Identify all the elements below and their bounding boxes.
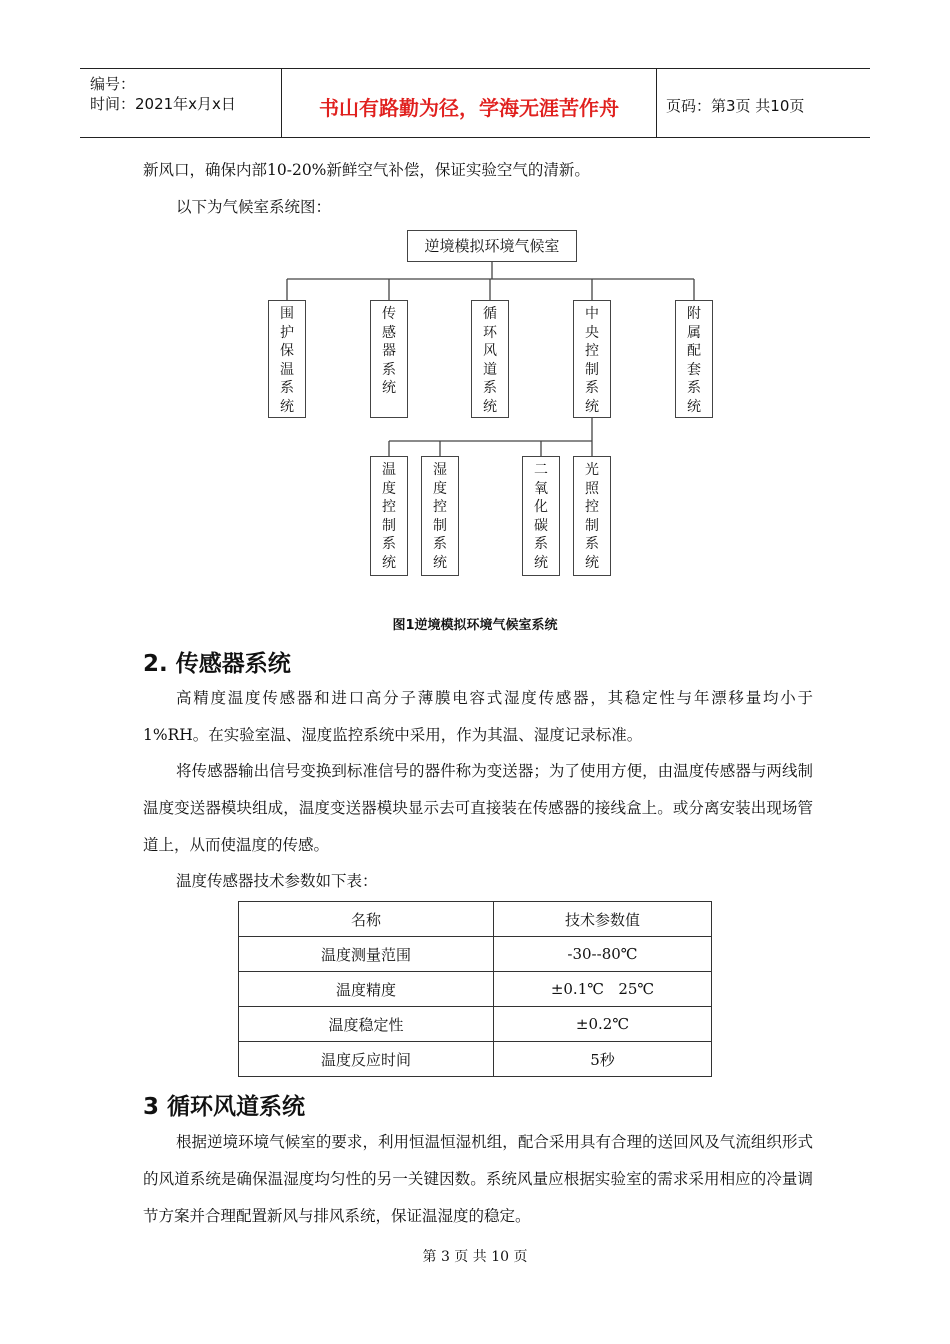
diagram-node-humidity-control: 湿度控制系统 bbox=[421, 456, 459, 576]
section-3-heading: 3 循环风道系统 bbox=[143, 1094, 306, 1120]
section-2-heading: 2. 传感器系统 bbox=[143, 651, 291, 677]
header-right-cell bbox=[656, 69, 870, 137]
header-page-number: 页码：第3页 共10页 bbox=[666, 97, 805, 115]
table-cell-name: 温度稳定性 bbox=[239, 1007, 494, 1042]
table-cell-name: 温度精度 bbox=[239, 972, 494, 1007]
diagram-node-co2: 二氧化碳系统 bbox=[522, 456, 560, 576]
diagram-node-envelope: 围护保温系统 bbox=[268, 300, 306, 418]
header-left-cell bbox=[80, 69, 281, 137]
table-row bbox=[239, 1007, 712, 1042]
section-2-paragraph-2: 将传感器输出信号变换到标准信号的器件称为变送器；为了使用方便，由温度传感器与两线制温度变送器模块组成，温度变送器模块显示去可直接装在传感器的接线盒上。或分离安装出现场管道上，从而使温度的传感。 bbox=[143, 762, 813, 854]
diagram-root-node: 逆境模拟环境气候室 bbox=[407, 230, 577, 262]
page-header bbox=[80, 68, 870, 138]
table-cell-name: 温度反应时间 bbox=[239, 1042, 494, 1077]
section-3-paragraph-1: 根据逆境环境气候室的要求，利用恒温恒湿机组，配合采用具有合理的送回风及气流组织形式的风道系统是确保温湿度均匀性的另一关键因数。系统风量应根据实验室的需求采用相应的冷量调节方案并合理配置新风与排风系统，保证温湿度的稳定。 bbox=[143, 1133, 813, 1225]
table-cell-name: 温度测量范围 bbox=[239, 937, 494, 972]
diagram-node-air-duct: 循环风道系统 bbox=[471, 300, 509, 418]
document-number: 编号： bbox=[90, 75, 136, 93]
table-header-name: 名称 bbox=[239, 902, 494, 937]
figure-caption: 图1逆境模拟环境气候室系统 bbox=[392, 618, 558, 633]
header-motto: 书山有路勤为径，学海无涯苦作舟 bbox=[319, 96, 619, 120]
table-row bbox=[239, 1042, 712, 1077]
diagram-node-sensor: 传感器系统 bbox=[370, 300, 408, 418]
document-time: 时间：2021年x月x日 bbox=[90, 95, 236, 113]
section-2-paragraph-1: 高精度温度传感器和进口高分子薄膜电容式湿度传感器，其稳定性与年漂移量均小于1%RH。在实验室温、湿度监控系统中采用，作为其温、湿度记录标准。 bbox=[143, 689, 813, 744]
table-cell-value: ±0.2℃ bbox=[494, 1007, 712, 1042]
diagram-node-central-control: 中央控制系统 bbox=[573, 300, 611, 418]
header-center-cell bbox=[281, 69, 657, 137]
diagram-node-lighting-control: 光照控制系统 bbox=[573, 456, 611, 576]
table-header-row bbox=[239, 902, 712, 937]
table-row bbox=[239, 937, 712, 972]
table-cell-value: -30--80℃ bbox=[494, 937, 712, 972]
diagram-lead-text: 以下为气候室系统图： bbox=[176, 198, 332, 216]
intro-continuation: 新风口，确保内部10-20%新鲜空气补偿，保证实验空气的清新。 bbox=[143, 161, 590, 179]
diagram-node-temperature-control: 温度控制系统 bbox=[370, 456, 408, 576]
page-footer: 第 3 页 共 10 页 bbox=[422, 1249, 528, 1265]
section-2-paragraph-3: 温度传感器技术参数如下表： bbox=[176, 872, 378, 890]
table-cell-value: ±0.1℃ 25℃ bbox=[494, 972, 712, 1007]
table-row bbox=[239, 972, 712, 1007]
table-header-value: 技术参数值 bbox=[494, 902, 712, 937]
table-cell-value: 5秒 bbox=[494, 1042, 712, 1077]
temperature-sensor-spec-table bbox=[238, 901, 712, 1077]
diagram-node-auxiliary: 附属配套系统 bbox=[675, 300, 713, 418]
